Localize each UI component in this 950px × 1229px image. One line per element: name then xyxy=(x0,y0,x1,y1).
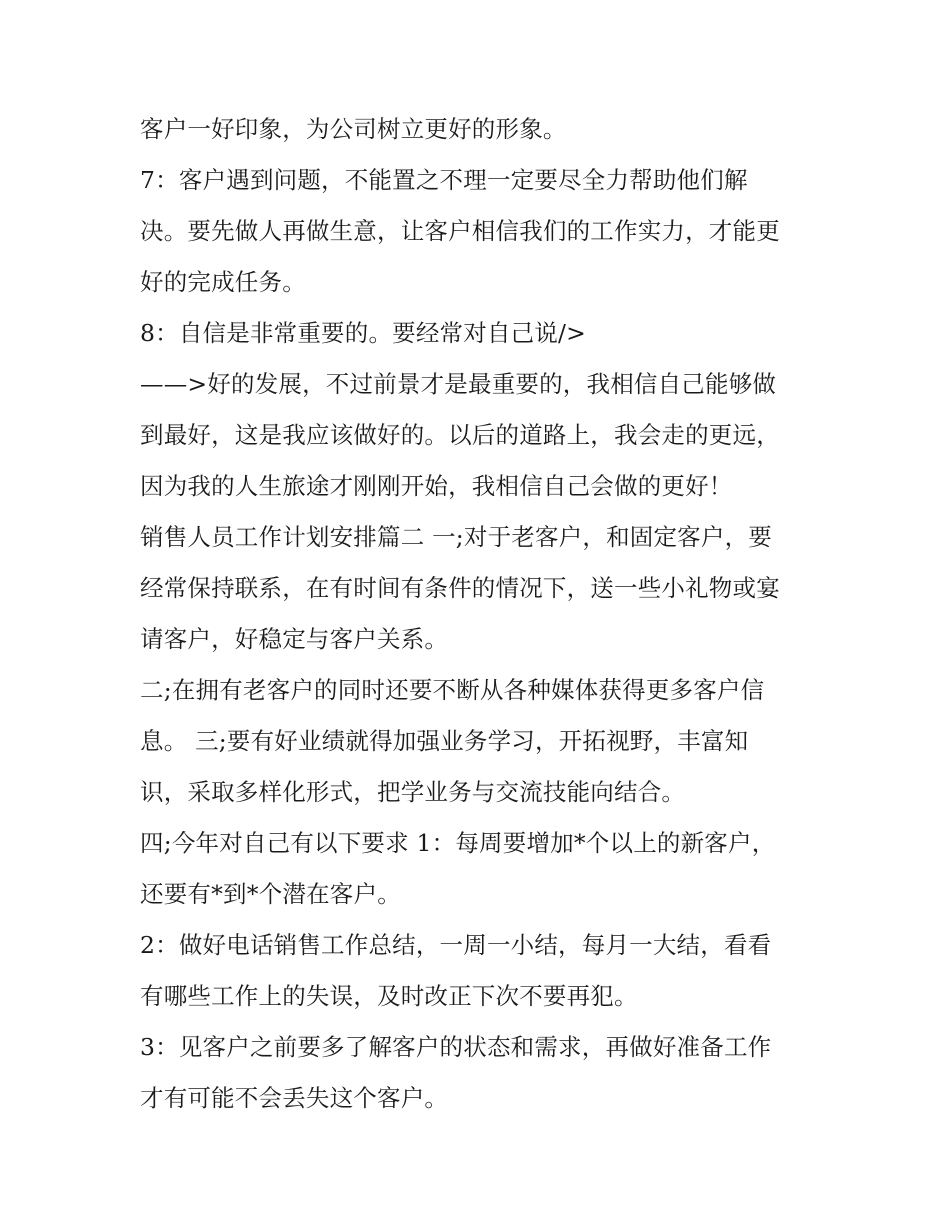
text-line-8: 因为我的人生旅途才刚刚开始，我相信自己会做的更好！ xyxy=(140,472,733,500)
text-line-16: 还要有*到*个潜在客户。 xyxy=(140,880,401,908)
text-line-7: 到最好，这是我应该做好的。以后的道路上，我会走的更远， xyxy=(140,421,780,449)
text-line-1: 客户一好印象，为公司树立更好的形象。 xyxy=(140,115,567,143)
text-line-12: 二;在拥有老客户的同时还要不断从各种媒体获得更多客户信 xyxy=(140,676,765,704)
document-body xyxy=(140,104,830,1124)
text-line-18: 有哪些工作上的失误，及时改正下次不要再犯。 xyxy=(140,982,638,1010)
text-line-19: 3：见客户之前要多了解客户的状态和需求，再做好准备工作 xyxy=(140,1033,772,1061)
text-line-20: 才有可能不会丢失这个客户。 xyxy=(140,1084,449,1112)
text-line-14: 识，采取多样化形式，把学业务与交流技能向结合。 xyxy=(140,778,686,806)
text-line-9: 销售人员工作计划安排篇二 一;对于老客户，和固定客户，要 xyxy=(140,523,772,551)
text-line-4: 好的完成任务。 xyxy=(140,268,306,296)
text-line-5: 8：自信是非常重要的。要经常对自己说/> xyxy=(140,319,587,347)
text-line-2: 7：客户遇到问题，不能置之不理一定要尽全力帮助他们解 xyxy=(140,166,748,194)
text-line-13: 息。 三;要有好业绩就得加强业务学习，开拓视野，丰富知 xyxy=(140,727,749,755)
text-line-11: 请客户，好稳定与客户关系。 xyxy=(140,625,449,653)
text-line-6: ——>好的发展，不过前景才是最重要的，我相信自己能够做 xyxy=(140,370,777,398)
text-line-15: 四;今年对自己有以下要求 1：每周要增加*个以上的新客户， xyxy=(140,829,776,857)
text-line-3: 决。要先做人再做生意，让客户相信我们的工作实力，才能更 xyxy=(140,217,780,245)
text-line-10: 经常保持联系，在有时间有条件的情况下，送一些小礼物或宴 xyxy=(140,574,780,602)
text-line-17: 2：做好电话销售工作总结，一周一小结，每月一大结，看看 xyxy=(140,931,772,959)
